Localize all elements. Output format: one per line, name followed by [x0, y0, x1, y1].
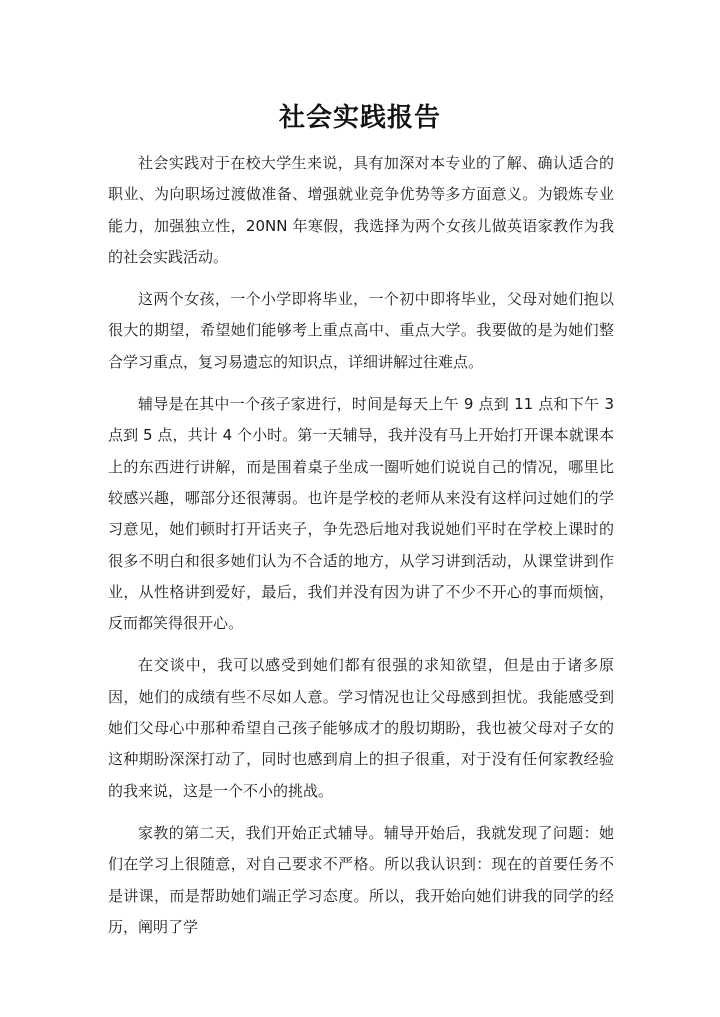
paragraph-1: 社会实践对于在校大学生来说，具有加深对本专业的了解、确认适合的职业、为向职场过渡做准备、增强就业竞争优势等多方面意义。为锻炼专业能力，加强独立性，20NN 年寒假，我选择为两个女孩儿做英语家教作为我的社会实践活动。 — [108, 154, 614, 266]
paragraph-3: 辅导是在其中一个孩子家进行，时间是每天上午 9 点到 11 点和下午 3 点到 5 点，共计 4 个小时。第一天辅导，我并没有马上开始打开课本就课本上的东西进行讲解，而是围着桌子坐成一圈听她们说说自己的情况，哪里比较感兴趣，哪部分还很薄弱。也许是学校的老师从来没有这样问过她们的学习意见，她们顿时打开话夹子，争先恐后地对我说她们平时在学校上课时的很多不明白和很多她们认为不合适的地方，从学习讲到活动，从课堂讲到作业，从性格讲到爱好，最后，我们并没有因为讲了不少不开心的事而烦恼，反而都笑得很开心。 — [108, 395, 614, 633]
document-title: 社会实践报告 — [278, 103, 441, 133]
paragraph-2: 这两个女孩，一个小学即将毕业，一个初中即将毕业，父母对她们抱以很大的期望，希望她们能够考上重点高中、重点大学。我要做的是为她们整合学习重点，复习易遗忘的知识点，详细讲解过往难点。 — [108, 290, 614, 371]
paragraph-5: 家教的第二天，我们开始正式辅导。辅导开始后，我就发现了问题：她们在学习上很随意，对自己要求不严格。所以我认识到：现在的首要任务不是讲课，而是帮助她们端正学习态度。所以，我开始向她们讲我的同学的经历，阐明了学 — [108, 823, 614, 936]
paragraph-4: 在交谈中，我可以感受到她们都有很强的求知欲望，但是由于诸多原因，她们的成绩有些不尽如人意。学习情况也让父母感到担忧。我能感受到她们父母心中那种希望自己孩子能够成才的殷切期盼，我也被父母对子女的这种期盼深深打动了，同时也感到肩上的担子很重，对于没有任何家教经验的我来说，这是一个不小的挑战。 — [108, 656, 614, 800]
document-body — [108, 148, 614, 943]
